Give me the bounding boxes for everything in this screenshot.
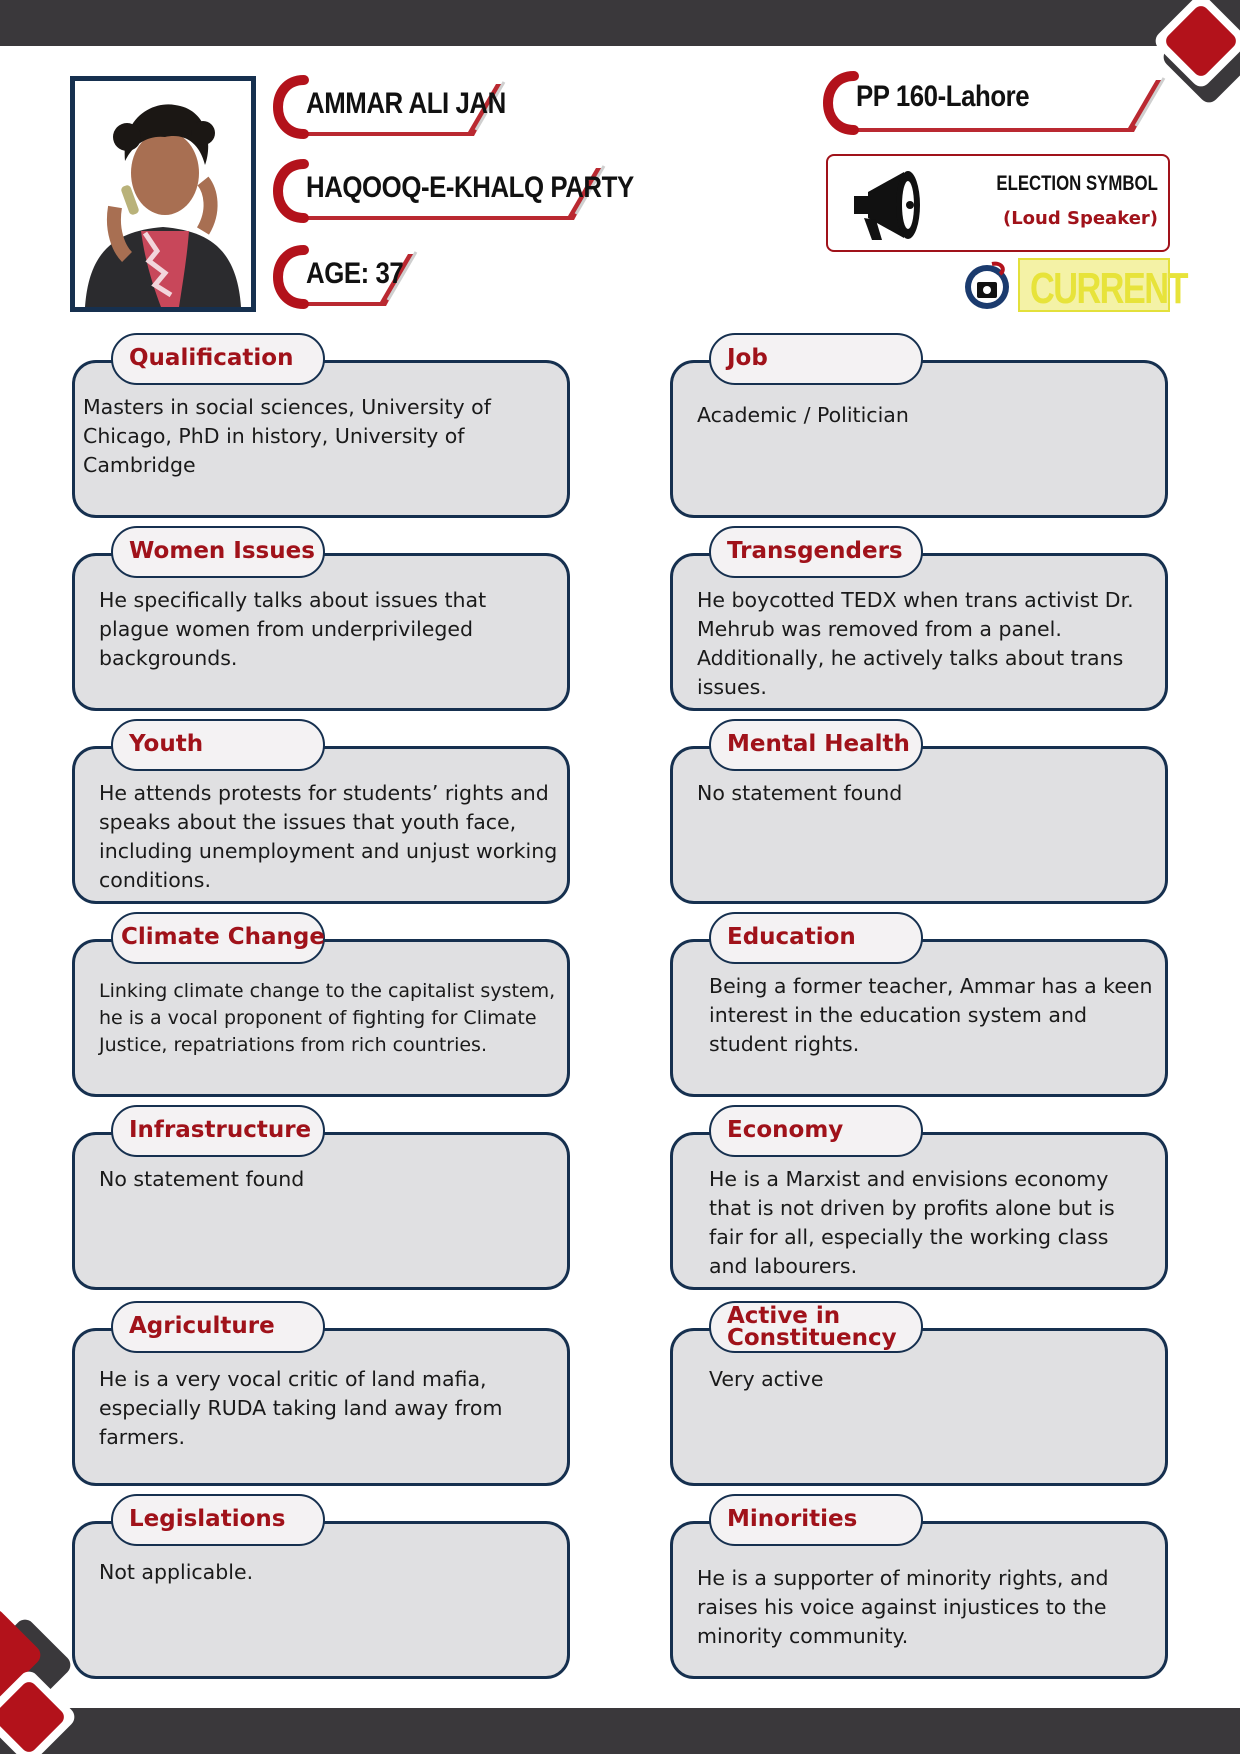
card-infrastructure [72, 1117, 570, 1290]
card-body: No statement found [99, 1167, 305, 1191]
candidate-name-tag [270, 74, 518, 140]
card-header [111, 526, 325, 578]
card-body: Being a former teacher, Ammar has a keen interest in the education system and student rights. [709, 974, 1153, 1056]
card-header [709, 333, 923, 385]
constituency-tag [820, 70, 1170, 136]
candidate-name: AMMAR ALI JAN [306, 87, 506, 120]
card-title: Qualification [129, 345, 294, 371]
card-title: Women Issues [129, 538, 315, 564]
card-title: Youth [129, 731, 204, 757]
card-title: Legislations [129, 1506, 286, 1532]
card-body: He is a supporter of minority rights, and raises his voice against injustices to the minority community. [697, 1566, 1109, 1648]
card-title: Job [727, 345, 768, 371]
card-economy [670, 1117, 1168, 1290]
card-title: Active in Constituency [727, 1303, 897, 1351]
card-header [709, 1301, 923, 1353]
card-agriculture [72, 1313, 570, 1486]
election-symbol-box [826, 154, 1170, 252]
card-body: He is a very vocal critic of land mafia, especially RUDA taking land away from farmers. [99, 1367, 503, 1449]
card-body: Not applicable. [99, 1560, 254, 1584]
card-mental-health [670, 731, 1168, 904]
card-header [111, 1301, 325, 1353]
card-active-in-constituency [670, 1303, 1168, 1486]
constituency-name: PP 160-Lahore [856, 80, 1030, 113]
card-header [111, 1105, 325, 1157]
loudspeaker-icon [848, 162, 934, 246]
card-body: Masters in social sciences, University of Chicago, PhD in history, University of Cambridge [83, 395, 491, 477]
card-body: No statement found [697, 781, 903, 805]
card-header [709, 526, 923, 578]
candidate-age: AGE: 37 [306, 257, 404, 290]
card-job [670, 345, 1168, 518]
card-body: Very active [709, 1367, 824, 1391]
party-name-tag [270, 158, 634, 224]
election-symbol-name: (Loud Speaker) [1002, 208, 1158, 229]
card-header [709, 912, 923, 964]
current-logo [1018, 258, 1187, 313]
card-title: Mental Health [727, 731, 910, 757]
card-title: Climate Change [121, 924, 325, 950]
election-symbol-title: ELECTION SYMBOL [996, 172, 1158, 195]
card-title: Transgenders [727, 538, 903, 564]
card-youth [72, 731, 570, 904]
bottom-bar [0, 1708, 1240, 1754]
card-legislations [72, 1506, 570, 1679]
current-logo-text: CURRENT [1030, 264, 1187, 313]
election-emblem-logo [962, 258, 1012, 312]
card-title: Agriculture [129, 1313, 275, 1339]
card-title: Economy [727, 1117, 844, 1143]
card-qualification [72, 345, 570, 518]
card-header [111, 1494, 325, 1546]
card-title: Minorities [727, 1506, 858, 1532]
card-header [709, 1494, 923, 1546]
card-header [709, 719, 923, 771]
age-tag [270, 244, 430, 310]
card-title: Education [727, 924, 856, 950]
card-body: Academic / Politician [697, 403, 909, 427]
top-bar [0, 0, 1240, 46]
card-header [709, 1105, 923, 1157]
card-body: He attends protests for students’ rights and speaks about the issues that youth face, including unemployment and unjust working conditions. [99, 781, 558, 892]
card-minorities [670, 1506, 1168, 1679]
party-name: HAQOOQ-E-KHALQ PARTY [306, 171, 634, 204]
candidate-photo [70, 76, 256, 312]
card-climate-change [72, 924, 570, 1097]
card-body: He boycotted TEDX when trans activist Dr. Mehrub was removed from a panel. Additionally, he actively talks about trans issues. [697, 588, 1134, 699]
card-header [111, 912, 325, 964]
card-header [111, 719, 325, 771]
card-education [670, 924, 1168, 1097]
card-header [111, 333, 325, 385]
card-body: He is a Marxist and envisions economy that is not driven by profits alone but is fair for all, especially the working class and labourers. [709, 1167, 1115, 1278]
card-transgenders [670, 538, 1168, 711]
card-body: Linking climate change to the capitalist system, he is a vocal proponent of fighting for Climate Justice, repatriations from rich countries. [99, 980, 556, 1056]
card-title: Infrastructure [129, 1117, 312, 1143]
card-women-issues [72, 538, 570, 711]
card-body: He specifically talks about issues that plague women from underprivileged backgrounds. [99, 588, 487, 670]
